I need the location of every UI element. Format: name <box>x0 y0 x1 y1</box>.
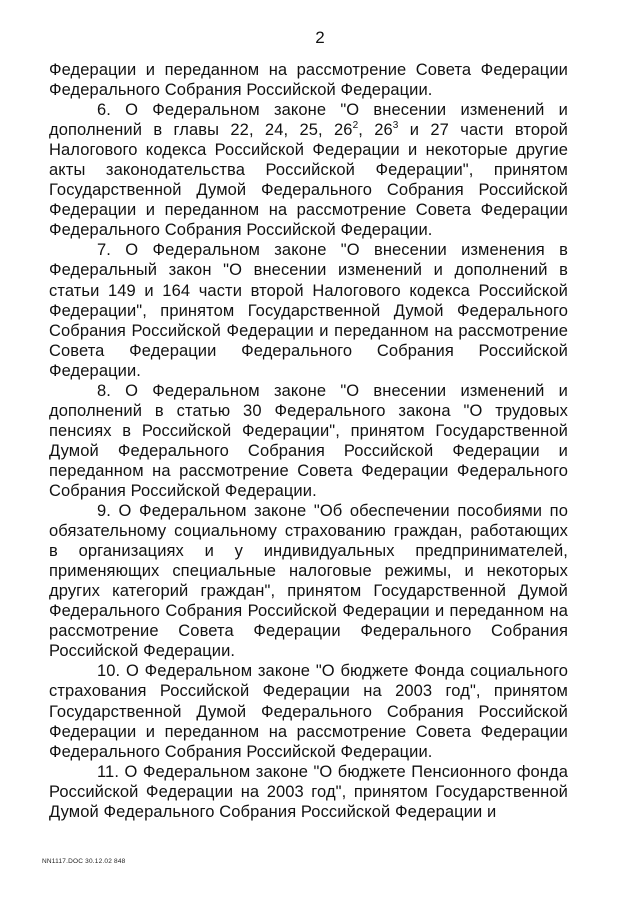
item-6-text-part-3: и 27 части второй Налогового кодекса Российской Федерации и некоторые другие акты законодательства Российской Федерации", принятом Государственной Думой Федерального Собрания Российской Федерации и переданном на рассмотрение Совета Федерации Федерального Собрания Российской Федерации. <box>49 121 568 240</box>
document-code: NN1117.DOC 30.12.02 848 <box>42 858 126 865</box>
item-6-text-part-2: , 26 <box>358 121 393 140</box>
paragraph-item-8: 8. О Федеральном законе "О внесении изменений и дополнений в статью 30 Федерального закона "О трудовых пенсиях в Российской Федерации", принятом Государственной Думой Федерального Собрания Российской Федерации и переданном на рассмотрение Совета Федерации Федерального Собрания Российской Федерации. <box>49 381 568 500</box>
item-6-text-part-1: 6. О Федеральном законе "О внесении изменений и дополнений в главы 22, 24, 25, 26 <box>49 101 568 140</box>
page-number: 2 <box>315 28 325 47</box>
paragraph-item-7: 7. О Федеральном законе "О внесении изменения в Федеральный закон "О внесении изменений и дополнений в статьи 149 и 164 части второй Налогового кодекса Российской Федерации", принятом Государственной Думой Федерального Собрания Российской Федерации и переданном на рассмотрение Совета Федерации Федерального Собрания Российской Федерации. <box>49 241 568 380</box>
paragraph-continuation: Федерации и переданном на рассмотрение Совета Федерации Федерального Собрания Российской Федерации. <box>49 61 568 100</box>
superscript-3: 3 <box>392 119 399 131</box>
paragraph-item-11: 11. О Федеральном законе "О бюджете Пенсионного фонда Российской Федерации на 2003 год", принятом Государственной Думой Федерального Собрания Российской Федерации и <box>49 762 568 821</box>
paragraph-item-9: 9. О Федеральном законе "Об обеспечении пособиями по обязательному социальному страхованию граждан, работающих в организациях и у индивидуальных предпринимателей, применяющих специальные налоговые режимы, и некоторых других категорий граждан", принятом Государственной Думой Федерального Собрания Российской Федерации и переданном на рассмотрение Совета Федерации Федерального Собрания Российской Федерации. <box>49 502 568 661</box>
superscript-2: 2 <box>352 119 359 131</box>
paragraph-item-10: 10. О Федеральном законе "О бюджете Фонда социального страхования Российской Федерации на 2003 год", принятом Государственной Думой Федерального Собрания Российской Федерации и переданном на рассмотрение Совета Федерации Федерального Собрания Российской Федерации. <box>49 662 568 761</box>
document-body <box>49 60 568 822</box>
paragraph-item-6 <box>49 100 568 240</box>
